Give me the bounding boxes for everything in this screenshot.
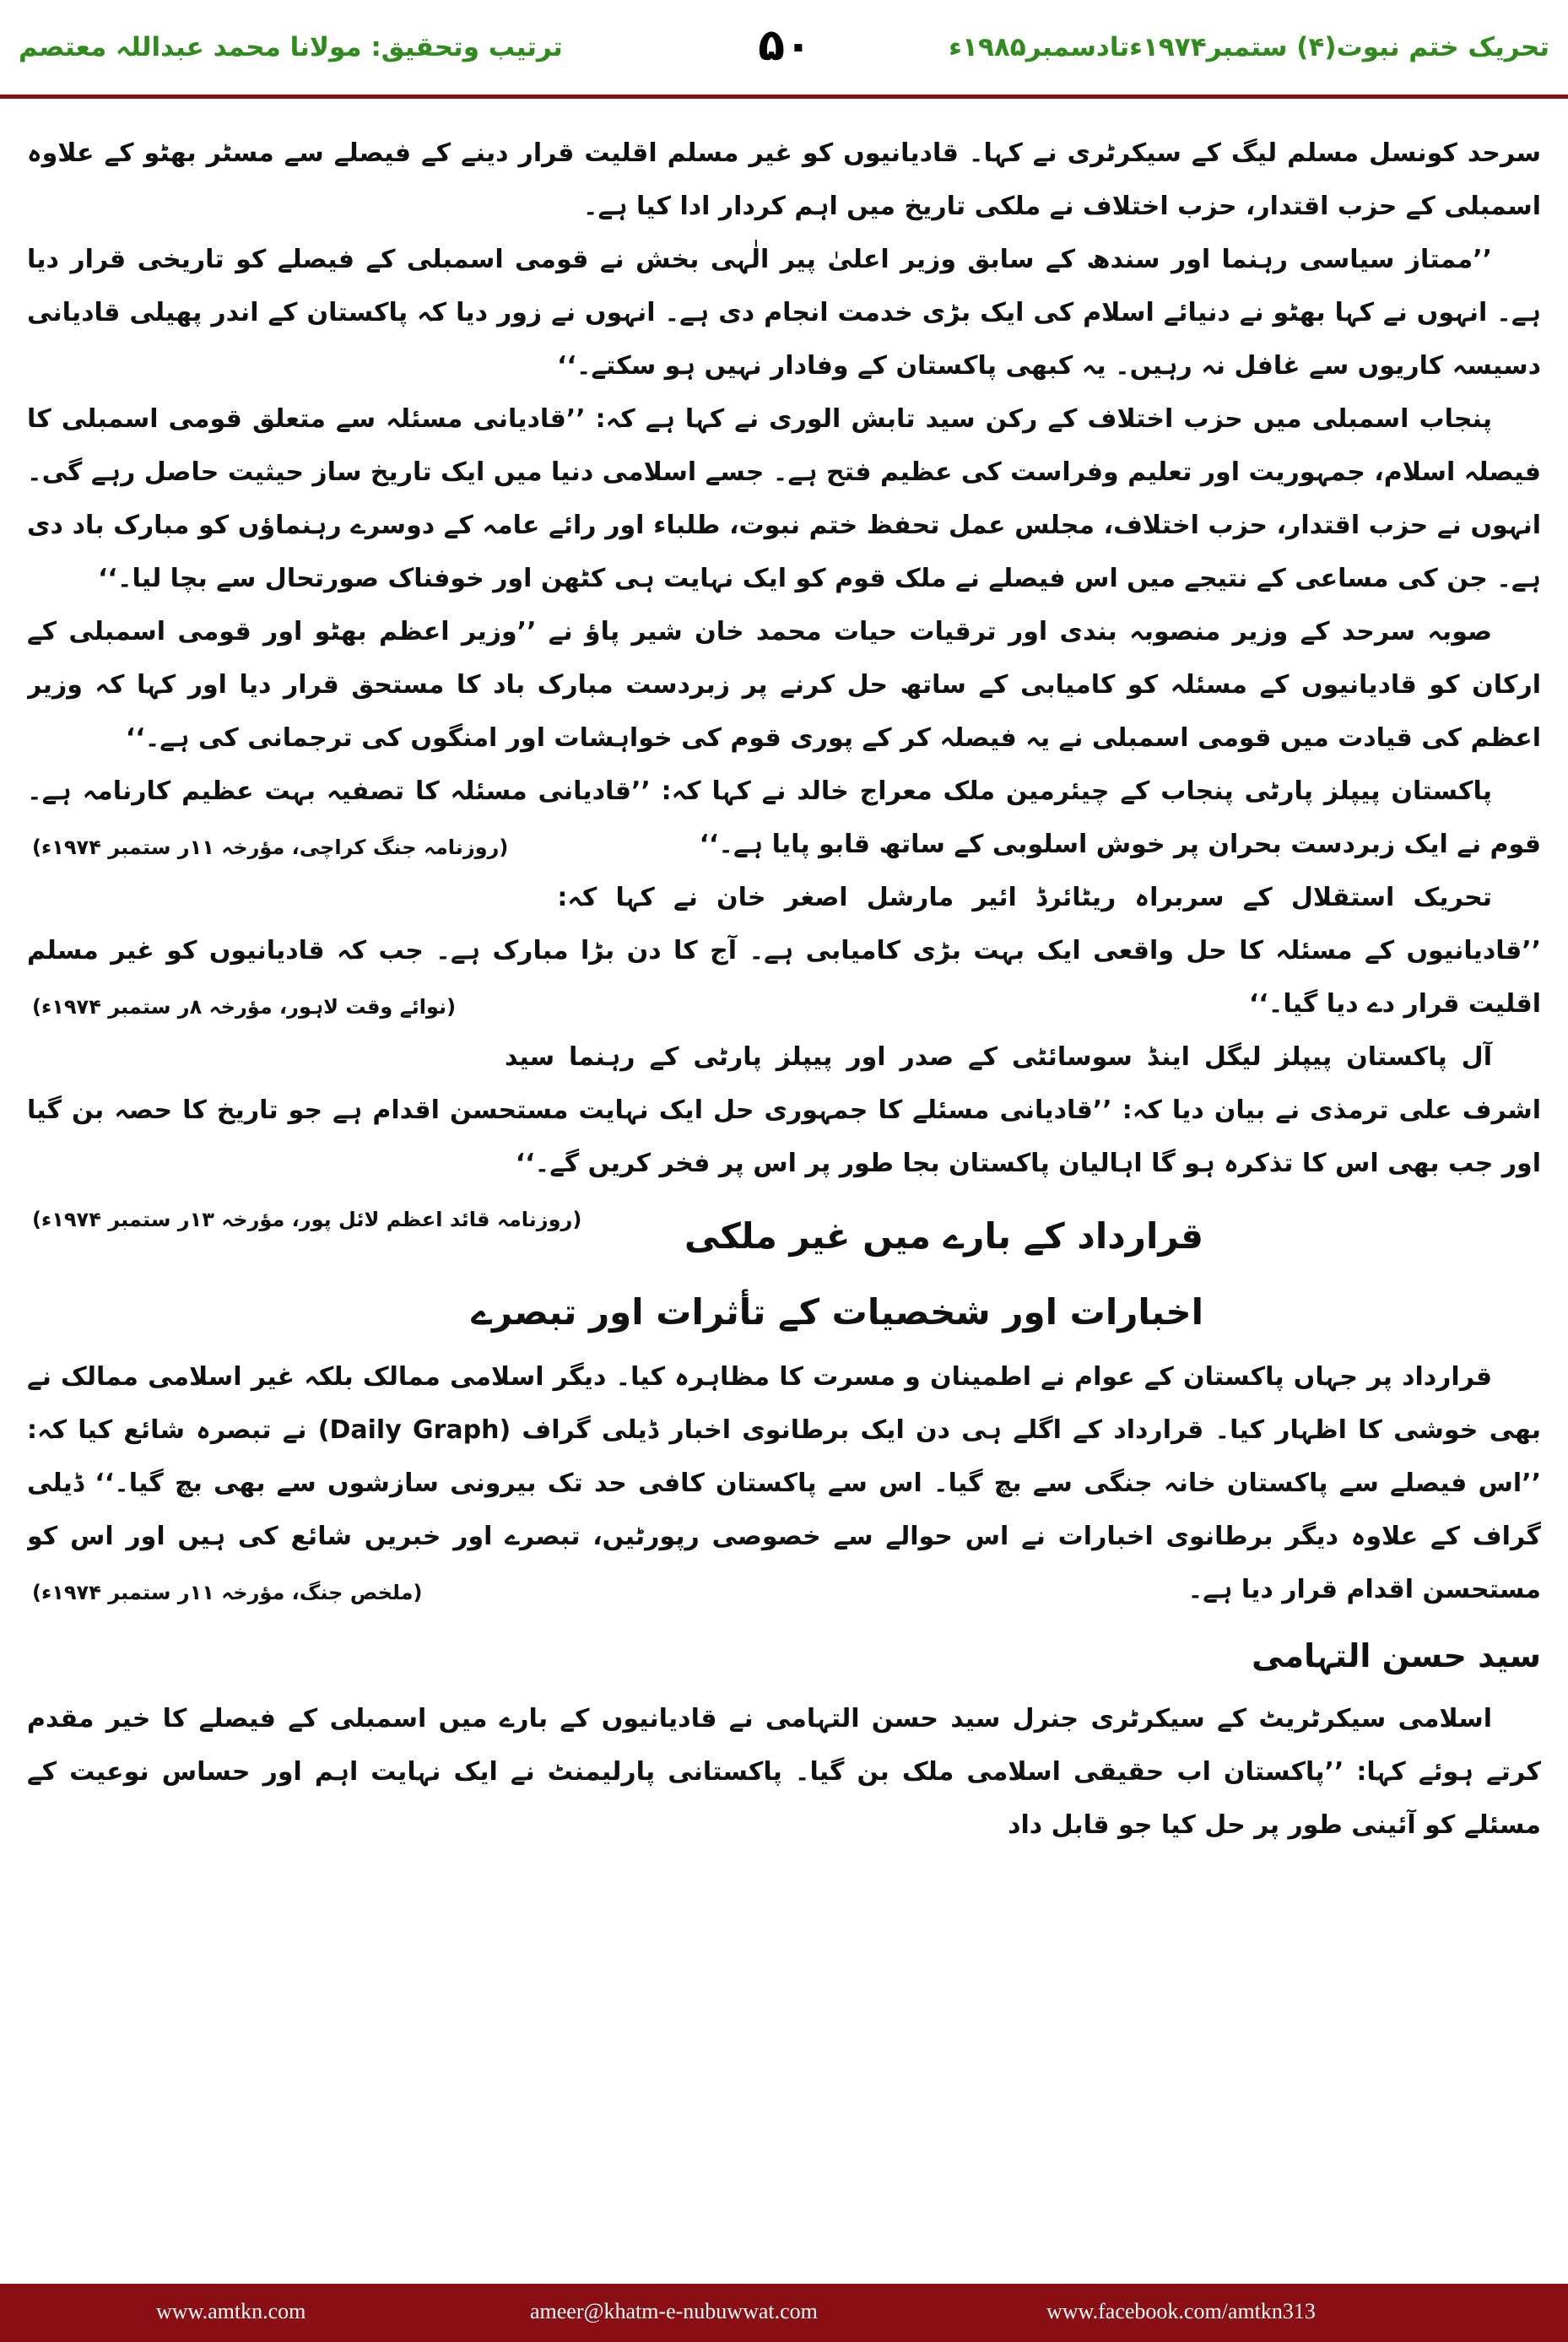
paragraph [27, 1030, 1541, 1231]
paragraph [27, 1692, 1541, 1852]
paragraph [27, 392, 1541, 605]
paragraph-text: صوبہ سرحد کے وزیر منصوبہ بندی اور ترقیات حیات محمد خان شیر پاؤ نے ’’وزیر اعظم بھٹو اور قومی اسمبلی کے ارکان کو قادیانیوں کے مسئلہ کو کامیابی کے ساتھ حل کرنے پر زبردست مبارک باد کا مستحق قرار دیا اور کہا کہ وزیر اعظم کی قیادت میں قومی اسمبلی نے یہ فیصلہ کر کے پوری قوم کی خواہشات اور امنگوں کی ترجمانی کی ہے۔‘‘ [27, 617, 1541, 753]
citation: (ملخص جنگ، مؤرخہ ۱۱ر ستمبر ۱۹۷۴ء) [32, 1581, 423, 1604]
page-body [27, 127, 1541, 2224]
paragraph-text: آل پاکستان پیپلز لیگل اینڈ سوسائٹی کے صدر اور پیپلز پارٹی کے رہنما سید اشرف علی ترمذی نے بیان دیا کہ: ’’قادیانی مسئلے کا جمہوری حل ایک نہایت مستحسن اقدام ہے جو تاریخ کا حصہ بن گیا اور جب بھی اس کا تذکرہ ہو گا اہالیان پاکستان بجا طور پر اس پر فخر کریں گے۔‘‘ [27, 1042, 1541, 1178]
paragraph [27, 765, 1541, 871]
section-tohami [27, 1692, 1541, 1852]
paragraph [27, 871, 1541, 1030]
page-number: ۵۰ [758, 20, 812, 71]
header-rule [0, 95, 1568, 99]
paragraph [27, 233, 1541, 392]
paragraph-text: پنجاب اسمبلی میں حزب اختلاف کے رکن سید تابش الوری نے کہا ہے کہ: ’’قادیانی مسئلہ سے متعلق قومی اسمبلی کا فیصلہ اسلام، جمہوریت اور تعلیم وفراست کی عظیم فتح ہے۔ جسے اسلامی دنیا میں ایک تاریخ ساز حیثیت حاصل رہے گی۔ انہوں نے حزب اقتدار، حزب اختلاف، مجلس عمل تحفظ ختم نبوت، طلباء اور رائے عامہ کے دوسرے رہنماؤں کو مبارک باد دی ہے۔ جن کی مساعی کے نتیجے میں اس فیصلے نے ملک قوم کو ایک نہایت ہی کٹھن اور خوفناک صورتحال سے بچا لیا۔‘‘ [27, 404, 1541, 593]
citation: (نوائے وقت لاہور، مؤرخہ ۸ر ستمبر ۱۹۷۴ء) [32, 995, 457, 1019]
facebook-link[interactable]: www.facebook.com/amtkn313 [1046, 2299, 1316, 2323]
book-title: تحریک ختم نبوت(۴) ستمبر۱۹۷۴ءتادسمبر۱۹۸۵ء [949, 32, 1549, 62]
page-header [0, 0, 1568, 95]
paragraph-text: تحریک استقلال کے سربراہ ریٹائرڈ ائیر مارشل اصغر خان نے کہا کہ: ’’قادیانیوں کے مسئلہ کا حل واقعی ایک بہت بڑی کامیابی ہے۔ آج کا دن بڑا مبارک ہے۔ جب کہ قادیانیوں کو غیر مسلم اقلیت قرار دے دیا گیا۔‘‘ [27, 883, 1541, 1019]
paragraph-text: پاکستان پیپلز پارٹی پنجاب کے چیئرمین ملک معراج خالد نے کہا کہ: ’’قادیانی مسئلہ کا تصفیہ بہت عظیم کارنامہ ہے۔ قوم نے ایک زبردست بحران پر خوش اسلوبی کے ساتھ قابو پایا ہے۔‘‘ [27, 776, 1541, 859]
email-link[interactable]: ameer@khatm-e-nubuwwat.com [530, 2299, 818, 2323]
section-heading: قرارداد کے بارے میں غیر ملکی اخبارات اور شخصیات کے تأثرات اور تبصرے [471, 1215, 1203, 1333]
person-heading: سید حسن التہامی [1252, 1637, 1541, 1674]
citation: (روزنامہ قائد اعظم لائل پور، مؤرخہ ۱۳ر ستمبر ۱۹۷۴ء) [32, 1208, 582, 1231]
paragraph-text: اسلامی سیکرٹریٹ کے سیکرٹری جنرل سید حسن التہامی نے قادیانیوں کے بارے میں اسمبلی کے فیصلے کا خیر مقدم کرتے ہوئے کہا: ’’پاکستان اب حقیقی اسلامی ملک بن گیا۔ پاکستانی پارلیمنٹ نے ایک نہایت اہم اور حساس نوعیت کے مسئلے کو آئینی طور پر حل کیا جو قابل داد [27, 1704, 1541, 1840]
paragraph-text: سرحد کونسل مسلم لیگ کے سیکرٹری نے کہا۔ قادیانیوں کو غیر مسلم اقلیت قرار دینے کے فیصلے سے مسٹر بھٹو کے علاوہ اسمبلی کے حزب اقتدار، حزب اختلاف نے ملکی تاریخ میں اہم کردار ادا کیا ہے۔ [27, 138, 1541, 221]
website-link[interactable]: www.amtkn.com [156, 2299, 306, 2323]
paragraph-text: ’’ممتاز سیاسی رہنما اور سندھ کے سابق وزیر اعلیٰ پیر الٰہی بخش نے قومی اسمبلی کے فیصلے کو تاریخی قرار دیا ہے۔ انہوں نے کہا بھٹو نے دنیائے اسلام کی ایک بڑی خدمت انجام دی ہے۔ انہوں نے زور دیا کہ پاکستان کے اندر پھیلی قادیانی دسیسہ کاریوں سے غافل نہ رہیں۔ یہ کبھی پاکستان کے وفادار نہیں ہو سکتے۔‘‘ [27, 245, 1541, 381]
section-reactions [27, 127, 1541, 1231]
citation: (روزنامہ جنگ کراچی، مؤرخہ ۱۱ر ستمبر ۱۹۷۴ء) [32, 836, 509, 859]
paragraph [27, 1350, 1541, 1616]
paragraph [27, 605, 1541, 765]
paragraph [27, 127, 1541, 233]
paragraph-text: قرارداد پر جہاں پاکستان کے عوام نے اطمینان و مسرت کا مظاہرہ کیا۔ دیگر اسلامی ممالک بلکہ غیر اسلامی ممالک نے بھی خوشی کا اظہار کیا۔ قرارداد کے اگلے ہی دن ایک برطانوی اخبار ڈیلی گراف (Daily Graph) نے تبصرہ شائع کیا کہ: ’’اس فیصلے سے پاکستان خانہ جنگی سے بچ گیا۔ اس سے پاکستان کافی حد تک بیرونی سازشوں سے بھی بچ گیا۔‘‘ ڈیلی گراف کے علاوہ دیگر برطانوی اخبارات نے اس حوالے سے خصوصی رپورٹیں، تبصرے اور خبریں شائع کی ہیں اور اس کو مستحسن اقدام قرار دیا ہے۔ [27, 1362, 1541, 1604]
page-footer [0, 2284, 1568, 2342]
section-foreign-press [27, 1350, 1541, 1616]
compiler-credit: ترتیب وتحقیق: مولانا محمد عبداللہ معتصم [19, 32, 563, 62]
